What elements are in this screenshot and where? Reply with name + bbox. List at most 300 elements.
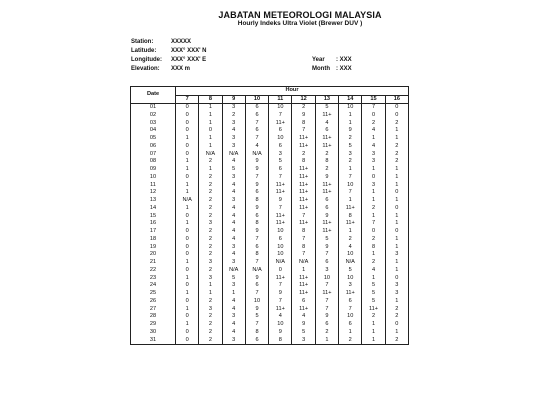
uv-value-cell: 0 [385, 275, 408, 283]
uv-value-cell: 0 [176, 244, 199, 252]
uv-value-cell: 0 [176, 213, 199, 221]
uv-value-cell: 4 [222, 251, 245, 259]
uv-value-cell: 1 [339, 112, 362, 120]
uv-value-cell: 1 [385, 197, 408, 205]
uv-value-cell: 2 [385, 143, 408, 151]
uv-value-cell: 2 [199, 205, 222, 213]
uv-value-cell: 11+ [269, 182, 292, 190]
uv-value-cell: 1 [176, 306, 199, 314]
uv-value-cell: 11+ [292, 174, 315, 182]
uv-value-cell: 11+ [292, 182, 315, 190]
uv-value-cell: 1 [199, 112, 222, 120]
table-row [131, 120, 409, 128]
date-cell: 30 [131, 329, 176, 337]
year-row [312, 56, 352, 65]
uv-value-cell: 2 [315, 166, 338, 174]
uv-value-cell: 1 [362, 166, 385, 174]
table-row [131, 189, 409, 197]
uv-value-cell: 10 [339, 182, 362, 190]
uv-value-cell: 9 [245, 275, 268, 283]
uv-value-cell: 10 [315, 275, 338, 283]
uv-value-cell: 1 [222, 290, 245, 298]
table-row [131, 275, 409, 283]
uv-value-cell: 9 [315, 174, 338, 182]
uv-value-cell: 11+ [269, 220, 292, 228]
elevation-row [131, 65, 207, 74]
uv-value-cell: 2 [315, 329, 338, 337]
uv-value-cell: 2 [199, 189, 222, 197]
uv-value-cell: 7 [292, 251, 315, 259]
date-cell: 21 [131, 259, 176, 267]
uv-value-cell: 2 [199, 197, 222, 205]
table-row [131, 321, 409, 329]
uv-value-cell: 8 [245, 251, 268, 259]
uv-value-cell: 1 [362, 321, 385, 329]
date-cell: 28 [131, 313, 176, 321]
date-column-header: Date [131, 87, 176, 104]
uv-value-cell: 11+ [362, 306, 385, 314]
uv-value-cell: 5 [362, 282, 385, 290]
uv-value-cell: 4 [222, 306, 245, 314]
uv-value-cell: 9 [245, 205, 268, 213]
table-row [131, 166, 409, 174]
uv-value-cell: 0 [269, 267, 292, 275]
hour-header-cell: 12 [292, 95, 315, 104]
uv-value-cell: 1 [362, 197, 385, 205]
latitude-label: Latitude: [131, 48, 157, 54]
table-row [131, 329, 409, 337]
uv-value-cell: 7 [339, 189, 362, 197]
uv-value-cell: 1 [176, 275, 199, 283]
uv-value-cell: 0 [176, 337, 199, 345]
hour-header-cell: 9 [222, 95, 245, 104]
uv-value-cell: 3 [199, 220, 222, 228]
uv-value-cell: 1 [362, 189, 385, 197]
uv-index-table [130, 86, 409, 345]
uv-value-cell: 6 [269, 143, 292, 151]
uv-value-cell: 0 [176, 313, 199, 321]
uv-value-cell: 11+ [339, 205, 362, 213]
uv-value-cell: 1 [199, 282, 222, 290]
uv-value-cell: 4 [222, 321, 245, 329]
date-cell: 04 [131, 127, 176, 135]
table-row [131, 127, 409, 135]
uv-value-cell: 1 [176, 189, 199, 197]
uv-value-cell: 0 [176, 151, 199, 159]
uv-value-cell: 6 [269, 236, 292, 244]
uv-value-cell: 5 [362, 290, 385, 298]
uv-value-cell: 6 [245, 213, 268, 221]
uv-value-cell: 2 [339, 236, 362, 244]
uv-value-cell: 9 [339, 127, 362, 135]
uv-value-cell: 11+ [292, 275, 315, 283]
year-value: : XXX [336, 57, 352, 63]
uv-value-cell: 6 [315, 259, 338, 267]
uv-value-cell: 11+ [315, 290, 338, 298]
uv-value-cell: 9 [315, 244, 338, 252]
uv-value-cell: N/A [339, 259, 362, 267]
table-row [131, 213, 409, 221]
date-cell: 08 [131, 158, 176, 166]
uv-value-cell: 6 [315, 127, 338, 135]
uv-value-cell: 3 [222, 174, 245, 182]
uv-value-cell: 1 [199, 120, 222, 128]
uv-value-cell: 4 [362, 127, 385, 135]
page-title: JABATAN METEOROLOGI MALAYSIA [218, 10, 382, 20]
uv-value-cell: 1 [385, 127, 408, 135]
uv-value-cell: 1 [385, 166, 408, 174]
uv-value-cell: 1 [385, 236, 408, 244]
uv-value-cell: 11+ [339, 290, 362, 298]
uv-value-cell: 2 [199, 267, 222, 275]
uv-value-cell: 4 [222, 189, 245, 197]
uv-value-cell: 3 [362, 151, 385, 159]
uv-value-cell: 9 [292, 321, 315, 329]
uv-value-cell: 7 [339, 174, 362, 182]
uv-value-cell: 1 [339, 329, 362, 337]
table-row [131, 104, 409, 112]
uv-value-cell: 11+ [269, 306, 292, 314]
longitude-row [131, 56, 207, 65]
uv-value-cell: 2 [292, 104, 315, 112]
uv-value-cell: 3 [362, 158, 385, 166]
uv-value-cell: 7 [269, 298, 292, 306]
uv-value-cell: 0 [176, 120, 199, 128]
uv-value-cell: 2 [362, 205, 385, 213]
uv-value-cell: 4 [292, 313, 315, 321]
uv-value-cell: 10 [245, 298, 268, 306]
uv-value-cell: 9 [245, 306, 268, 314]
uv-value-cell: 2 [385, 306, 408, 314]
date-cell: 31 [131, 337, 176, 345]
uv-value-cell: 8 [245, 220, 268, 228]
uv-value-cell: 8 [362, 244, 385, 252]
uv-value-cell: N/A [292, 259, 315, 267]
uv-value-cell: 11+ [292, 205, 315, 213]
uv-value-cell: 7 [292, 236, 315, 244]
hour-header-cell: 7 [176, 95, 199, 104]
uv-value-cell: N/A [222, 267, 245, 275]
uv-value-cell: 9 [315, 313, 338, 321]
date-cell: 27 [131, 306, 176, 314]
uv-value-cell: 11+ [315, 220, 338, 228]
uv-value-cell: 6 [292, 298, 315, 306]
uv-value-cell: 3 [199, 259, 222, 267]
uv-value-cell: 7 [269, 174, 292, 182]
uv-value-cell: 7 [339, 306, 362, 314]
uv-value-cell: 4 [222, 213, 245, 221]
uv-value-cell: 1 [176, 205, 199, 213]
table-row [131, 236, 409, 244]
hour-header-cell: 11 [269, 95, 292, 104]
uv-value-cell: 11+ [315, 228, 338, 236]
uv-value-cell: 3 [385, 282, 408, 290]
uv-value-cell: 0 [176, 104, 199, 112]
hour-header-cell: 10 [245, 95, 268, 104]
table-row [131, 220, 409, 228]
date-cell: 24 [131, 282, 176, 290]
table-row [131, 182, 409, 190]
uv-value-cell: 2 [199, 337, 222, 345]
uv-value-cell: 5 [315, 236, 338, 244]
uv-value-cell: 1 [199, 104, 222, 112]
table-row [131, 251, 409, 259]
uv-value-cell: 8 [315, 158, 338, 166]
uv-value-cell: 0 [176, 282, 199, 290]
uv-value-cell: 3 [199, 275, 222, 283]
uv-value-cell: 10 [339, 313, 362, 321]
uv-value-cell: 3 [315, 267, 338, 275]
uv-value-cell: 9 [269, 197, 292, 205]
uv-value-cell: 4 [245, 143, 268, 151]
uv-value-cell: 1 [385, 174, 408, 182]
date-cell: 01 [131, 104, 176, 112]
uv-value-cell: 4 [222, 158, 245, 166]
uv-value-cell: 5 [245, 313, 268, 321]
uv-value-cell: 0 [362, 174, 385, 182]
uv-value-cell: 5 [222, 275, 245, 283]
uv-value-cell: 4 [362, 267, 385, 275]
table-row [131, 135, 409, 143]
uv-value-cell: 4 [222, 298, 245, 306]
uv-value-cell: 7 [245, 120, 268, 128]
uv-value-cell: 2 [339, 158, 362, 166]
uv-value-cell: 8 [269, 337, 292, 345]
uv-value-cell: 4 [222, 127, 245, 135]
uv-value-cell: 11+ [315, 135, 338, 143]
uv-value-cell: 3 [339, 282, 362, 290]
uv-value-cell: 11+ [292, 220, 315, 228]
uv-value-cell: 9 [315, 213, 338, 221]
uv-value-cell: 3 [222, 337, 245, 345]
longitude-value: XXX° XXX' E [171, 57, 207, 63]
uv-value-cell: 10 [339, 275, 362, 283]
hour-header-cell: 15 [362, 95, 385, 104]
uv-value-cell: 11+ [315, 112, 338, 120]
uv-value-cell: 11+ [292, 197, 315, 205]
uv-value-cell: 7 [315, 282, 338, 290]
uv-value-cell: 2 [315, 151, 338, 159]
uv-value-cell: 1 [362, 337, 385, 345]
date-cell: 06 [131, 143, 176, 151]
date-cell: 29 [131, 321, 176, 329]
uv-value-cell: 2 [362, 313, 385, 321]
uv-value-cell: N/A [176, 197, 199, 205]
uv-value-cell: 1 [362, 275, 385, 283]
elevation-value: XXX m [171, 66, 191, 72]
table-row [131, 290, 409, 298]
uv-value-cell: 1 [176, 259, 199, 267]
hour-header-cell: 14 [339, 95, 362, 104]
uv-value-cell: 0 [385, 228, 408, 236]
uv-value-cell: 1 [385, 298, 408, 306]
uv-value-cell: 6 [245, 112, 268, 120]
uv-value-cell: 1 [385, 182, 408, 190]
table-row [131, 306, 409, 314]
uv-value-cell: 3 [362, 182, 385, 190]
uv-value-cell: 9 [292, 112, 315, 120]
uv-value-cell: 10 [339, 104, 362, 112]
uv-value-cell: 6 [245, 337, 268, 345]
uv-value-cell: 3 [222, 313, 245, 321]
uv-value-cell: 7 [245, 290, 268, 298]
table-row [131, 143, 409, 151]
uv-value-cell: 7 [315, 251, 338, 259]
uv-value-cell: 0 [385, 112, 408, 120]
uv-value-cell: 9 [245, 158, 268, 166]
uv-value-cell: 2 [199, 174, 222, 182]
uv-value-cell: 3 [222, 282, 245, 290]
uv-value-cell: 3 [222, 197, 245, 205]
table-row [131, 205, 409, 213]
uv-value-cell: 1 [199, 290, 222, 298]
uv-value-cell: 1 [385, 220, 408, 228]
date-cell: 20 [131, 251, 176, 259]
uv-value-cell: 1 [385, 135, 408, 143]
uv-value-cell: 3 [385, 290, 408, 298]
uv-value-cell: 3 [339, 151, 362, 159]
month-label: Month [312, 66, 330, 72]
uv-value-cell: 1 [339, 228, 362, 236]
uv-value-cell: 8 [292, 228, 315, 236]
station-row [131, 38, 207, 47]
uv-value-cell: 7 [362, 104, 385, 112]
uv-value-cell: 5 [269, 158, 292, 166]
table-row [131, 174, 409, 182]
uv-value-cell: 7 [245, 259, 268, 267]
uv-value-cell: 4 [339, 244, 362, 252]
uv-value-cell: 11+ [292, 189, 315, 197]
uv-value-cell: 10 [269, 104, 292, 112]
uv-value-cell: N/A [222, 151, 245, 159]
uv-value-cell: 6 [339, 298, 362, 306]
uv-value-cell: 6 [269, 166, 292, 174]
uv-value-cell: 2 [199, 329, 222, 337]
uv-value-cell: 5 [315, 104, 338, 112]
uv-value-cell: 9 [245, 166, 268, 174]
uv-value-cell: 1 [385, 267, 408, 275]
uv-value-cell: 11+ [315, 189, 338, 197]
uv-value-cell: 6 [245, 244, 268, 252]
uv-value-cell: 7 [269, 205, 292, 213]
uv-value-cell: 1 [362, 251, 385, 259]
date-cell: 16 [131, 220, 176, 228]
uv-value-cell: 0 [385, 104, 408, 112]
uv-value-cell: 0 [176, 228, 199, 236]
uv-value-cell: 1 [362, 329, 385, 337]
uv-value-cell: 0 [362, 112, 385, 120]
uv-value-cell: 2 [385, 313, 408, 321]
uv-value-cell: 1 [315, 337, 338, 345]
uv-value-cell: 2 [385, 337, 408, 345]
uv-value-cell: N/A [245, 151, 268, 159]
uv-value-cell: 0 [176, 298, 199, 306]
uv-value-cell: 1 [176, 220, 199, 228]
uv-value-cell: 2 [199, 244, 222, 252]
uv-value-cell: 2 [199, 213, 222, 221]
month-value: : XXX [336, 66, 352, 72]
table-row [131, 158, 409, 166]
uv-value-cell: 8 [292, 120, 315, 128]
station-value: XXXXX [171, 39, 192, 45]
station-info [131, 38, 207, 74]
uv-value-cell: 2 [199, 236, 222, 244]
uv-value-cell: 10 [269, 228, 292, 236]
uv-value-cell: 8 [292, 244, 315, 252]
uv-value-cell: 3 [222, 143, 245, 151]
uv-value-cell: 10 [269, 244, 292, 252]
uv-value-cell: 10 [269, 321, 292, 329]
table-row [131, 267, 409, 275]
page-subtitle: Hourly Indeks Ultra Violet (Brewer DUV ) [237, 20, 363, 27]
uv-value-cell: 2 [385, 158, 408, 166]
uv-value-cell: 0 [385, 205, 408, 213]
date-cell: 14 [131, 205, 176, 213]
date-cell: 26 [131, 298, 176, 306]
uv-value-cell: 0 [176, 267, 199, 275]
date-cell: 15 [131, 213, 176, 221]
latitude-row [131, 47, 207, 56]
date-cell: 11 [131, 182, 176, 190]
uv-value-cell: 11+ [339, 220, 362, 228]
uv-value-cell: 0 [176, 127, 199, 135]
uv-value-cell: 4 [222, 236, 245, 244]
uv-value-cell: 3 [222, 259, 245, 267]
uv-value-cell: 1 [199, 135, 222, 143]
uv-value-cell: 4 [222, 220, 245, 228]
uv-value-cell: 0 [176, 112, 199, 120]
uv-value-cell: 11+ [292, 306, 315, 314]
uv-value-cell: 3 [222, 244, 245, 252]
date-cell: 07 [131, 151, 176, 159]
uv-value-cell: 1 [292, 267, 315, 275]
date-cell: 09 [131, 166, 176, 174]
uv-value-cell: 11+ [292, 290, 315, 298]
longitude-label: Longitude: [131, 57, 162, 63]
uv-value-cell: 6 [315, 205, 338, 213]
uv-value-cell: 7 [269, 282, 292, 290]
station-label: Station: [131, 39, 154, 45]
uv-value-cell: N/A [269, 259, 292, 267]
uv-value-cell: 0 [385, 321, 408, 329]
uv-value-cell: 4 [222, 182, 245, 190]
uv-value-cell: 1 [385, 213, 408, 221]
uv-value-cell: 10 [269, 135, 292, 143]
date-cell: 19 [131, 244, 176, 252]
latitude-value: XXX° XXX' N [171, 48, 207, 54]
uv-value-cell: 10 [339, 251, 362, 259]
uv-value-cell: N/A [245, 267, 268, 275]
uv-value-cell: 1 [176, 290, 199, 298]
uv-value-cell: 6 [315, 197, 338, 205]
uv-value-cell: 2 [362, 259, 385, 267]
uv-value-cell: 6 [245, 127, 268, 135]
uv-value-cell: 11+ [292, 143, 315, 151]
uv-value-cell: 7 [245, 236, 268, 244]
uv-value-cell: 3 [199, 306, 222, 314]
uv-value-cell: 0 [176, 251, 199, 259]
uv-value-cell: 1 [362, 135, 385, 143]
uv-value-cell: 2 [199, 182, 222, 190]
uv-value-cell: 11+ [269, 275, 292, 283]
uv-value-cell: 8 [245, 329, 268, 337]
uv-value-cell: 9 [245, 228, 268, 236]
uv-value-cell: 11+ [269, 120, 292, 128]
date-cell: 05 [131, 135, 176, 143]
year-label: Year [312, 57, 325, 63]
uv-value-cell: 2 [292, 151, 315, 159]
uv-value-cell: 0 [385, 189, 408, 197]
